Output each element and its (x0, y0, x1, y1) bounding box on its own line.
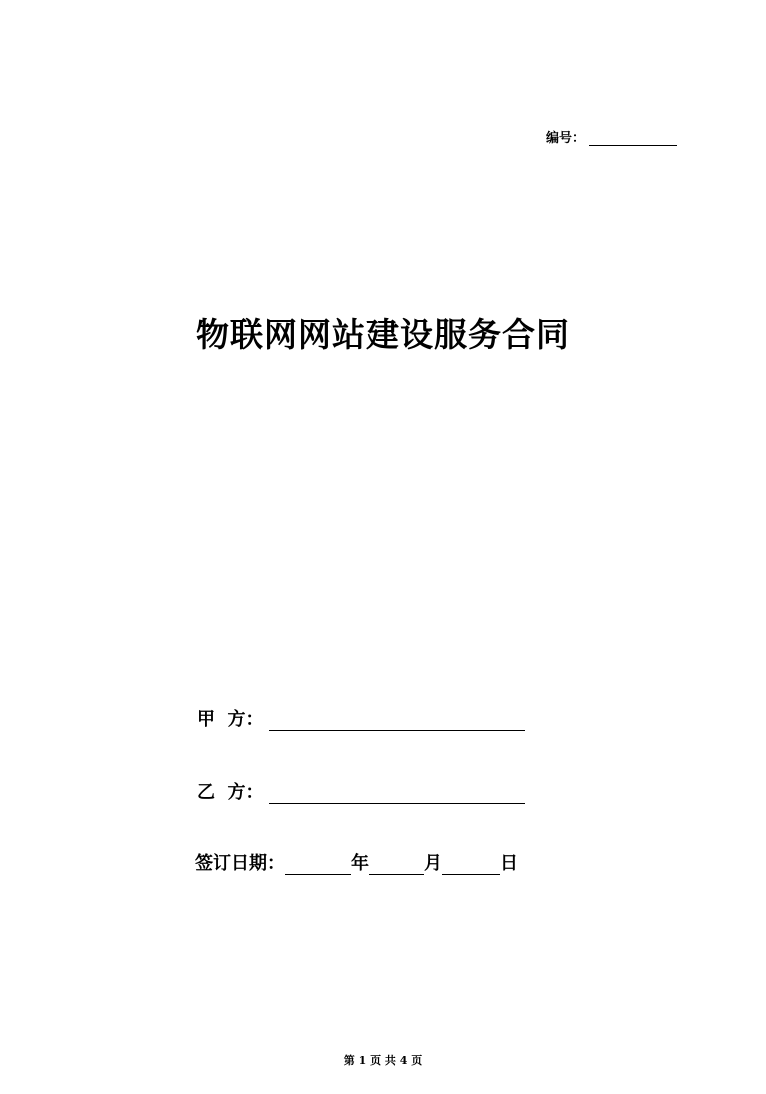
sign-year-blank[interactable] (285, 856, 351, 875)
serial-number-blank[interactable] (589, 131, 677, 146)
sign-year-label: 年 (351, 853, 369, 874)
document-title: 物联网网站建设服务合同 (196, 315, 570, 354)
sign-month-label: 月 (424, 853, 442, 874)
sign-month-blank[interactable] (369, 856, 424, 875)
party-a-label: 甲 方： (197, 709, 264, 730)
party-b-label: 乙 方： (197, 782, 264, 803)
party-a-field (197, 705, 525, 731)
sign-date-field (195, 849, 518, 875)
party-b-blank[interactable] (269, 785, 525, 804)
sign-date-label: 签订日期： (195, 853, 285, 874)
serial-number-label: 编号： (546, 131, 586, 146)
page-footer: 第 1 页 共 4 页 (343, 1054, 423, 1067)
party-b-field (197, 778, 525, 804)
serial-number-field (546, 127, 677, 146)
sign-day-blank[interactable] (442, 856, 500, 875)
party-a-blank[interactable] (269, 712, 525, 731)
sign-day-label: 日 (500, 853, 518, 874)
